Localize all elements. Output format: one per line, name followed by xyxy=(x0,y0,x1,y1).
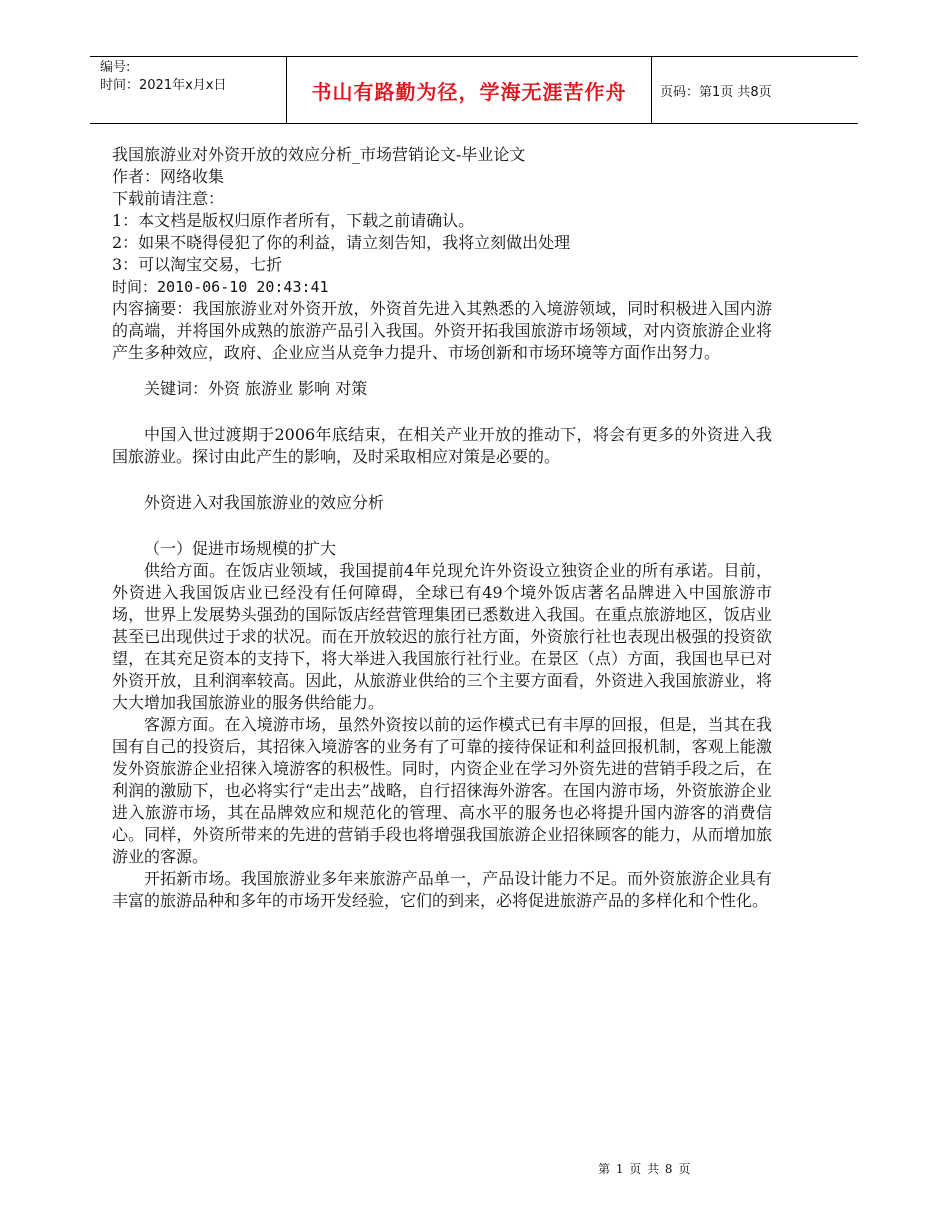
doc-title: 我国旅游业对外资开放的效应分析_市场营销论文-毕业论文 xyxy=(112,145,526,164)
page-footer: 第 1 页 共 8 页 xyxy=(598,1162,692,1176)
intro-paragraph: 中国入世过渡期于2006年底结束，在相关产业开放的推动下，将会有更多的外资进入我国旅游业。探讨由此产生的影响，及时采取相应对策是必要的。 xyxy=(112,425,772,466)
keywords: 关键词：外资 旅游业 影响 对策 xyxy=(144,379,368,398)
doc-author: 作者：网络收集 xyxy=(112,167,225,186)
doc-time-label: 时间：2021年x月x日 xyxy=(100,78,227,93)
paragraph-source: 客源方面。在入境游市场，虽然外资按以前的运作模式已有丰厚的回报，但是，当其在我国有自己的投资后，其招徕入境游客的业务有了可靠的接待保证和利益回报机制，客观上能激发外资旅游企业招徕入境游客的积极性。同时，内资企业在学习外资先进的营销手段之后，在利润的激励下，也必将实行“走出去”战略，自行招徕海外游客。在国内游市场，外资旅游企业进入旅游市场，其在品牌效应和规范化的管理、高水平的服务也必将提升国内游客的消费信心。同样，外资所带来的先进的营销手段也将增强我国旅游企业招徕顾客的能力，从而增加旅游业的客源。 xyxy=(112,715,772,866)
page-header xyxy=(90,56,858,124)
header-motto: 书山有路勤为径，学海无涯苦作舟 xyxy=(286,57,652,123)
document-body xyxy=(112,144,772,912)
doc-timestamp: 时间：2010-06-10 20:43:41 xyxy=(112,278,329,296)
paragraph-supply: 供给方面。在饭店业领域，我国提前4年兑现允许外资设立独资企业的所有承诺。目前，外资进入我国饭店业已经没有任何障碍，全球已有49个境外饭店著名品牌进入中国旅游市场，世界上发展势头强劲的国际饭店经营管理集团已悉数进入我国。在重点旅游地区，饭店业甚至已出现供过于求的状况。而在开放较迟的旅行社方面，外资旅行社也表现出极强的投资欲望，在其充足资本的支持下，将大举进入我国旅行社行业。在景区（点）方面，我国也早已对外资开放，且利润率较高。因此，从旅游业供给的三个主要方面看，外资进入我国旅游业，将大大增加我国旅游业的服务供给能力。 xyxy=(112,561,772,712)
section-title: 外资进入对我国旅游业的效应分析 xyxy=(144,493,385,512)
header-meta xyxy=(90,57,286,123)
header-page-info: 页码：第1页 共8页 xyxy=(660,84,772,100)
notice-item-2: 2：如果不晓得侵犯了你的利益，请立刻告知，我将立刻做出处理 xyxy=(112,233,571,252)
doc-number-label: 编号: xyxy=(100,60,131,75)
abstract: 内容摘要：我国旅游业对外资开放，外资首先进入其熟悉的入境游领域，同时积极进入国内游的高端，并将国外成熟的旅游产品引入我国。外资开拓我国旅游市场领域，对内资旅游企业将产生多种效应，政府、企业应当从竞争力提升、市场创新和市场环境等方面作出努力。 xyxy=(112,299,772,362)
subsection-title: （一）促进市场规模的扩大 xyxy=(144,539,337,558)
notice-title: 下载前请注意： xyxy=(112,189,225,208)
paragraph-new-market: 开拓新市场。我国旅游业多年来旅游产品单一，产品设计能力不足。而外资旅游企业具有丰富的旅游品种和多年的市场开发经验，它们的到来，必将促进旅游产品的多样化和个性化。 xyxy=(112,869,772,910)
notice-item-1: 1：本文档是版权归原作者所有，下载之前请确认。 xyxy=(112,211,475,230)
notice-item-3: 3：可以淘宝交易，七折 xyxy=(112,255,283,274)
